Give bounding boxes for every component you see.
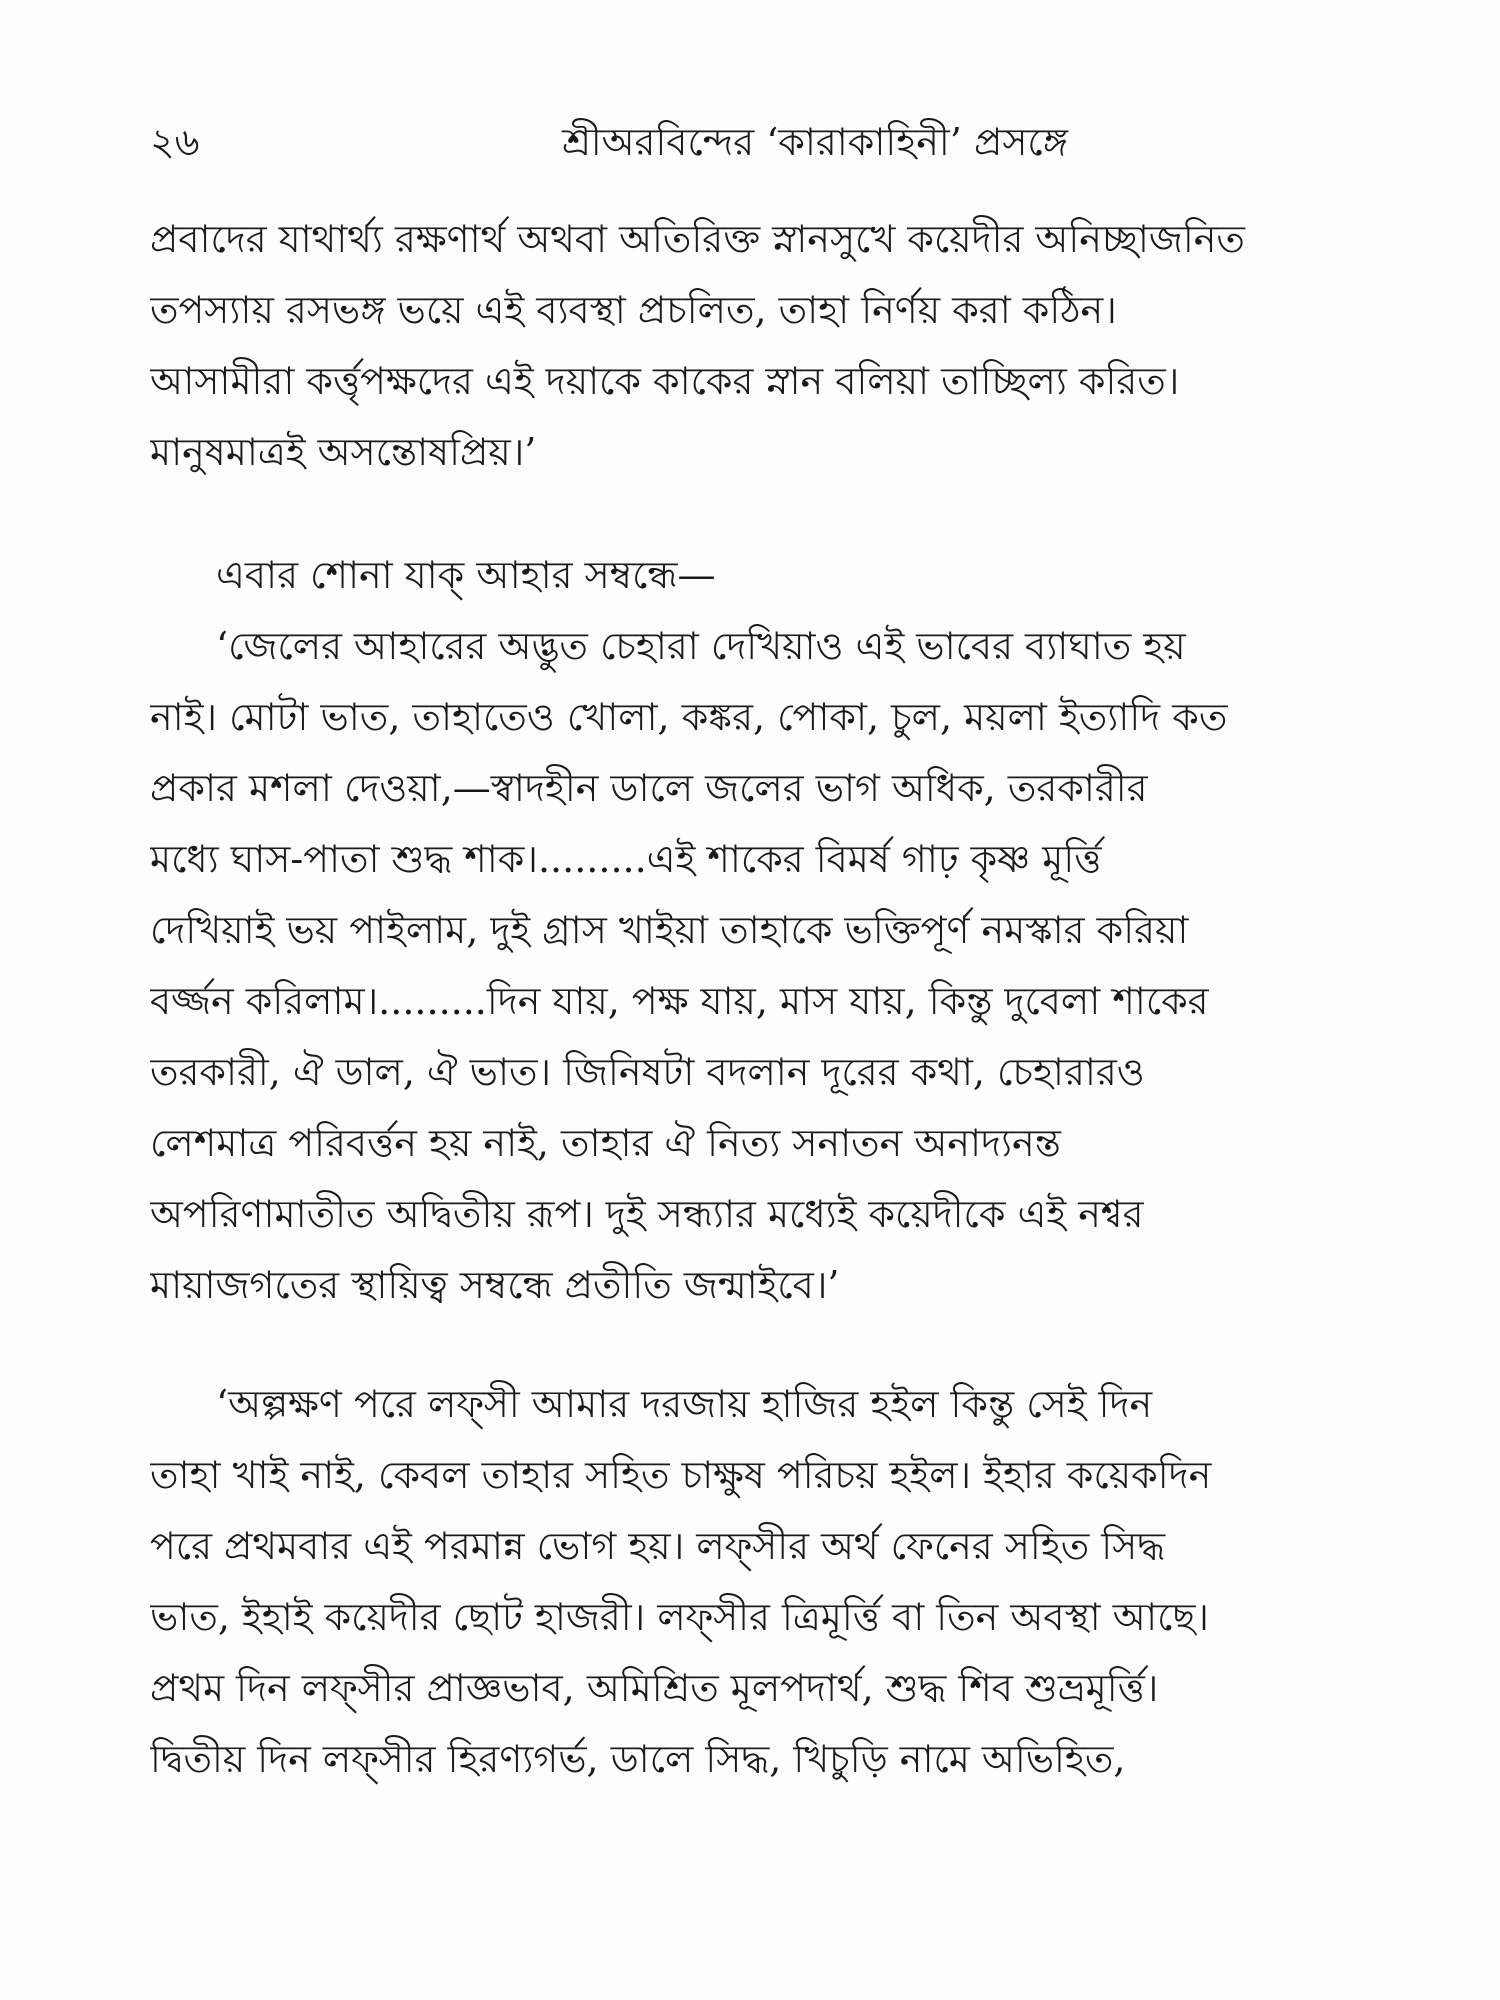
text-line: তাহা খাই নাই, কেবল তাহার সহিত চাক্ষুষ পরিচয় হইল। ইহার কয়েকদিন — [150, 1453, 1212, 1497]
text-line: অপরিণামাতীত অদ্বিতীয় রূপ। দুই সন্ধ্যার মধ্যেই কয়েদীকে এই নশ্বর — [150, 1192, 1144, 1236]
page-header — [150, 112, 1330, 172]
text-line: দ্বিতীয় দিন লফ্সীর হিরণ্যগর্ভ, ডালে সিদ্ধ, খিচুড়ি নামে অভিহিত, — [150, 1737, 1126, 1781]
paragraph-bath-custom — [150, 204, 1330, 488]
text-line: দেখিয়াই ভয় পাইলাম, দুই গ্রাস খাইয়া তাহাকে ভক্তিপূর্ণ নমস্কার করিয়া — [150, 908, 1189, 952]
text-line: ভাত, ইহাই কয়েদীর ছোট হাজরী। লফ্সীর ত্রিমূর্ত্তি বা তিন অবস্থা আছে। — [150, 1595, 1209, 1639]
text-line: লেশমাত্র পরিবর্ত্তন হয় নাই, তাহার ঐ নিত্য সনাতন অনাদ্যনন্ত — [150, 1121, 1061, 1165]
text-line: এবার শোনা যাক্ আহার সম্বন্ধে— — [216, 553, 716, 597]
text-line: ‘জেলের আহারের অদ্ভুত চেহারা দেখিয়াও এই ভাবের ব্যাঘাত হয় — [216, 624, 1186, 668]
paragraph-lafsi — [150, 1369, 1330, 1795]
running-title: শ্রীঅরবিন্দের ‘কারাকাহিনী’ প্রসঙ্গে — [562, 120, 1068, 164]
page-body — [150, 204, 1330, 1795]
text-line: মধ্যে ঘাস-পাতা শুদ্ধ শাক।.........এই শাকের বিমর্ষ গাঢ় কৃষ্ণ মূর্ত্তি — [150, 837, 1102, 881]
text-line: প্রকার মশলা দেওয়া,—স্বাদহীন ডালে জলের ভাগ অধিক, তরকারীর — [150, 766, 1148, 810]
page-number: ২৬ — [150, 120, 200, 164]
text-line: প্রথম দিন লফ্সীর প্রাজ্ঞভাব, অমিশ্রিত মূলপদার্থ, শুদ্ধ শিব শুভ্রমূর্ত্তি। — [150, 1666, 1159, 1710]
text-line: প্রবাদের যাথার্থ্য রক্ষণার্থ অথবা অতিরিক্ত স্নানসুখে কয়েদীর অনিচ্ছাজনিত — [150, 217, 1245, 261]
text-line: পরে প্রথমবার এই পরমান্ন ভোগ হয়। লফ্সীর অর্থ ফেনের সহিত সিদ্ধ — [150, 1524, 1166, 1568]
text-line: নাই। মোটা ভাত, তাহাতেও খোলা, কঙ্কর, পোকা, চুল, ময়লা ইত্যাদি কত — [150, 695, 1228, 739]
text-line: বর্জ্জন করিলাম।.........দিন যায়, পক্ষ যায়, মাস যায়, কিন্তু দুবেলা শাকের — [150, 979, 1209, 1023]
text-line: ‘অল্পক্ষণ পরে লফ্সী আমার দরজায় হাজির হইল কিন্তু সেই দিন — [216, 1382, 1153, 1426]
text-line: তরকারী, ঐ ডাল, ঐ ভাত। জিনিষটা বদলান দূরের কথা, চেহারারও — [150, 1050, 1145, 1094]
text-line: মানুষমাত্রই অসন্তোষপ্রিয়।’ — [150, 430, 537, 474]
text-line: আসামীরা কর্ত্তৃপক্ষদের এই দয়াকে কাকের স্নান বলিয়া তাচ্ছিল্য করিত। — [150, 359, 1180, 403]
paragraph-food-quote — [150, 611, 1330, 1321]
paragraph-food-intro — [150, 540, 1330, 611]
text-line: তপস্যায় রসভঙ্গ ভয়ে এই ব্যবস্থা প্রচলিত, তাহা নির্ণয় করা কঠিন। — [150, 288, 1117, 332]
text-line: মায়াজগতের স্থায়িত্ব সম্বন্ধে প্রতীতি জন্মাইবে।’ — [150, 1263, 840, 1307]
